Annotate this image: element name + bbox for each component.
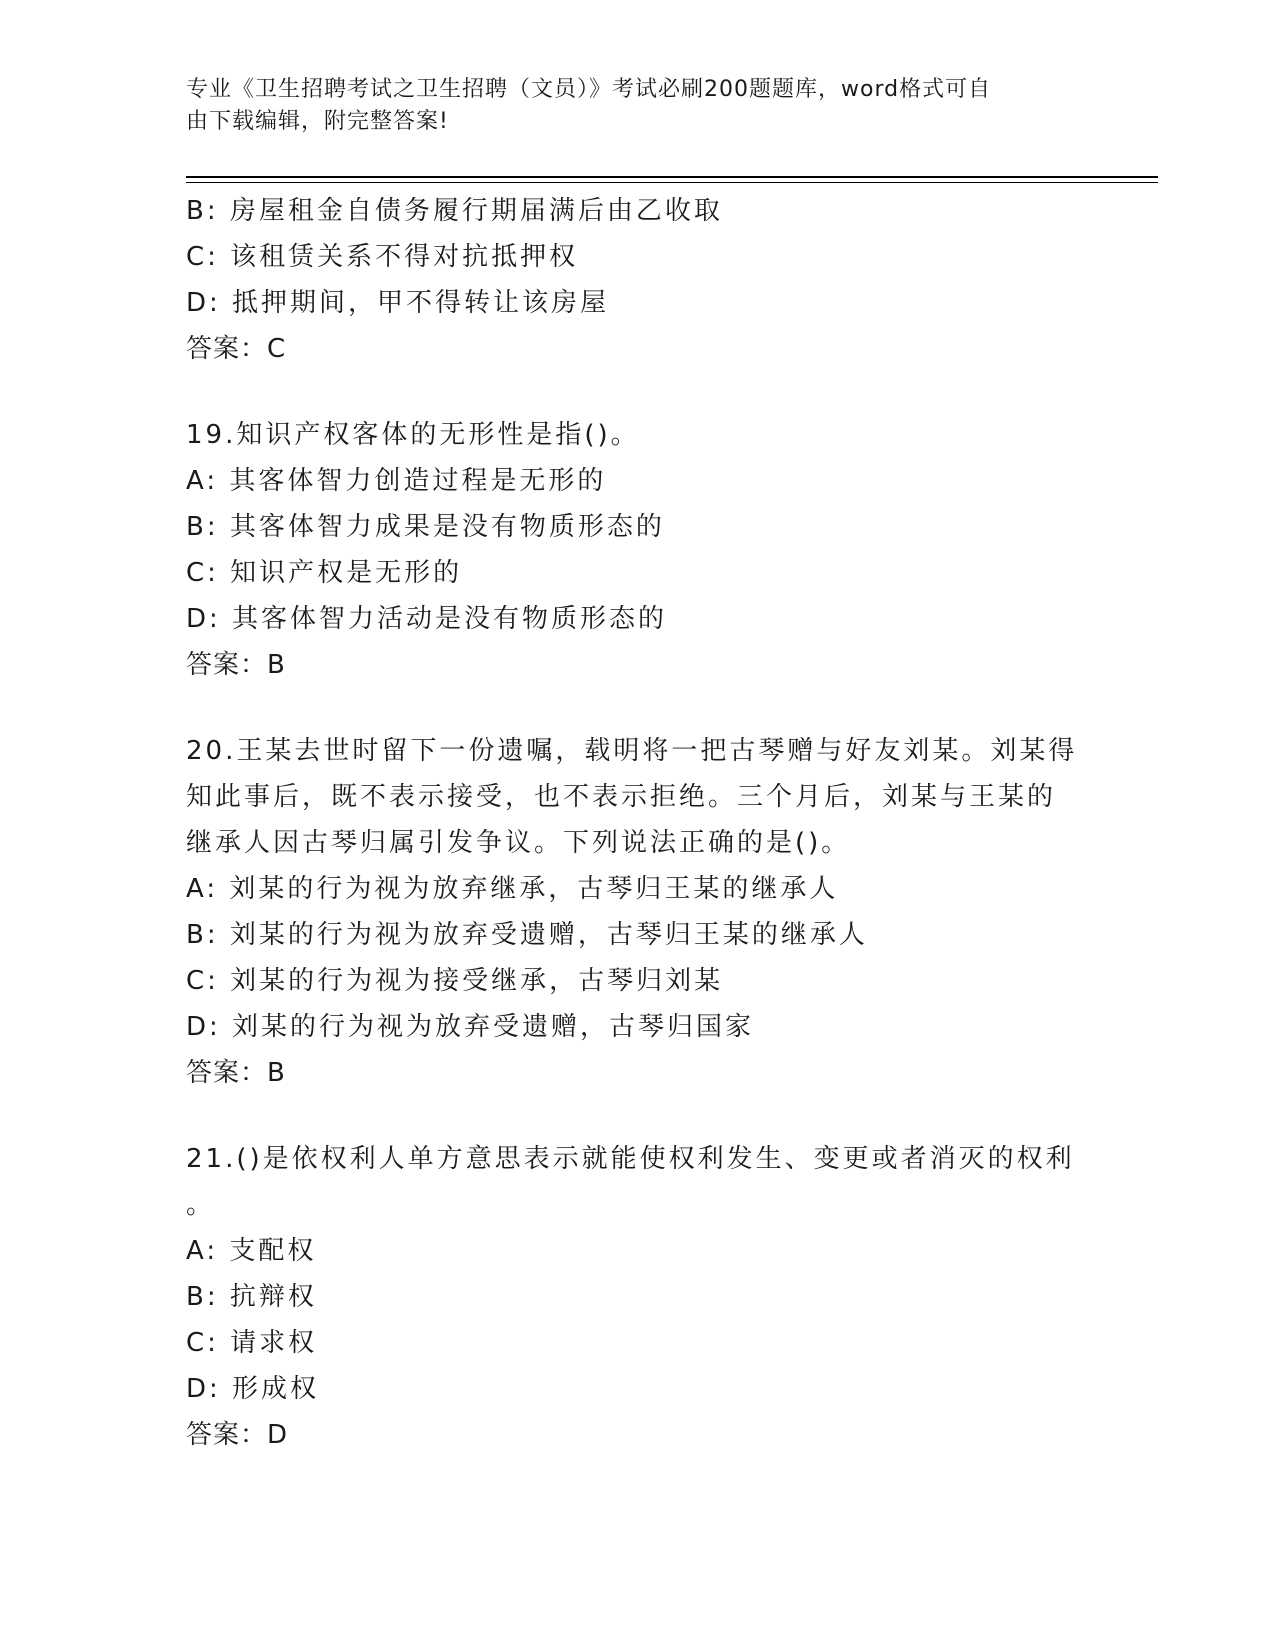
answer-line: 答案：B xyxy=(186,650,286,680)
option-c: C: 请求权 xyxy=(186,1328,318,1358)
option-a: A: 其客体智力创造过程是无形的 xyxy=(186,466,607,496)
header-line-2: 由下载编辑，附完整答案! xyxy=(186,109,449,134)
header-divider-thick xyxy=(186,176,1158,178)
option-d: D: 抵押期间，甲不得转让该房屋 xyxy=(186,288,610,318)
option-d: D: 其客体智力活动是没有物质形态的 xyxy=(186,604,668,634)
document-header xyxy=(186,74,1066,138)
question-stem-line-2: 知此事后，既不表示接受，也不表示拒绝。三个月后，刘某与王某的 xyxy=(186,782,1057,812)
option-d: D: 形成权 xyxy=(186,1374,320,1404)
answer-line: 答案：B xyxy=(186,1058,286,1088)
answer-line: 答案：D xyxy=(186,1420,289,1450)
header-line-1: 专业《卫生招聘考试之卫生招聘（文员）》考试必刷200题题库，word格式可自 xyxy=(186,77,992,102)
option-b: B: 刘某的行为视为放弃受遗赠，古琴归王某的继承人 xyxy=(186,920,868,950)
option-b: B: 其客体智力成果是没有物质形态的 xyxy=(186,512,665,542)
question-19 xyxy=(186,412,1086,688)
option-c: C: 刘某的行为视为接受继承，古琴归刘某 xyxy=(186,966,724,996)
header-divider-thin xyxy=(186,182,1158,183)
answer-line: 答案：C xyxy=(186,334,287,364)
question-18-continued xyxy=(186,188,1086,372)
question-stem: 19.知识产权客体的无形性是指()。 xyxy=(186,420,640,450)
option-d: D: 刘某的行为视为放弃受遗赠，古琴归国家 xyxy=(186,1012,755,1042)
option-a: A: 刘某的行为视为放弃继承，古琴归王某的继承人 xyxy=(186,874,839,904)
question-stem-line-3: 继承人因古琴归属引发争议。下列说法正确的是()。 xyxy=(186,828,851,858)
question-stem-line-1: 21.()是依权利人单方意思表示就能使权利发生、变更或者消灭的权利 xyxy=(186,1144,1075,1174)
option-c: C: 该租赁关系不得对抗抵押权 xyxy=(186,242,579,272)
question-stem-line-2: 。 xyxy=(186,1190,216,1220)
question-20 xyxy=(186,728,1086,1096)
question-21 xyxy=(186,1136,1086,1458)
option-b: B: 房屋租金自债务履行期届满后由乙收取 xyxy=(186,196,723,226)
option-a: A: 支配权 xyxy=(186,1236,317,1266)
option-b: B: 抗辩权 xyxy=(186,1282,317,1312)
question-list xyxy=(186,188,1086,1458)
option-c: C: 知识产权是无形的 xyxy=(186,558,463,588)
question-stem-line-1: 20.王某去世时留下一份遗嘱，载明将一把古琴赠与好友刘某。刘某得 xyxy=(186,736,1078,766)
